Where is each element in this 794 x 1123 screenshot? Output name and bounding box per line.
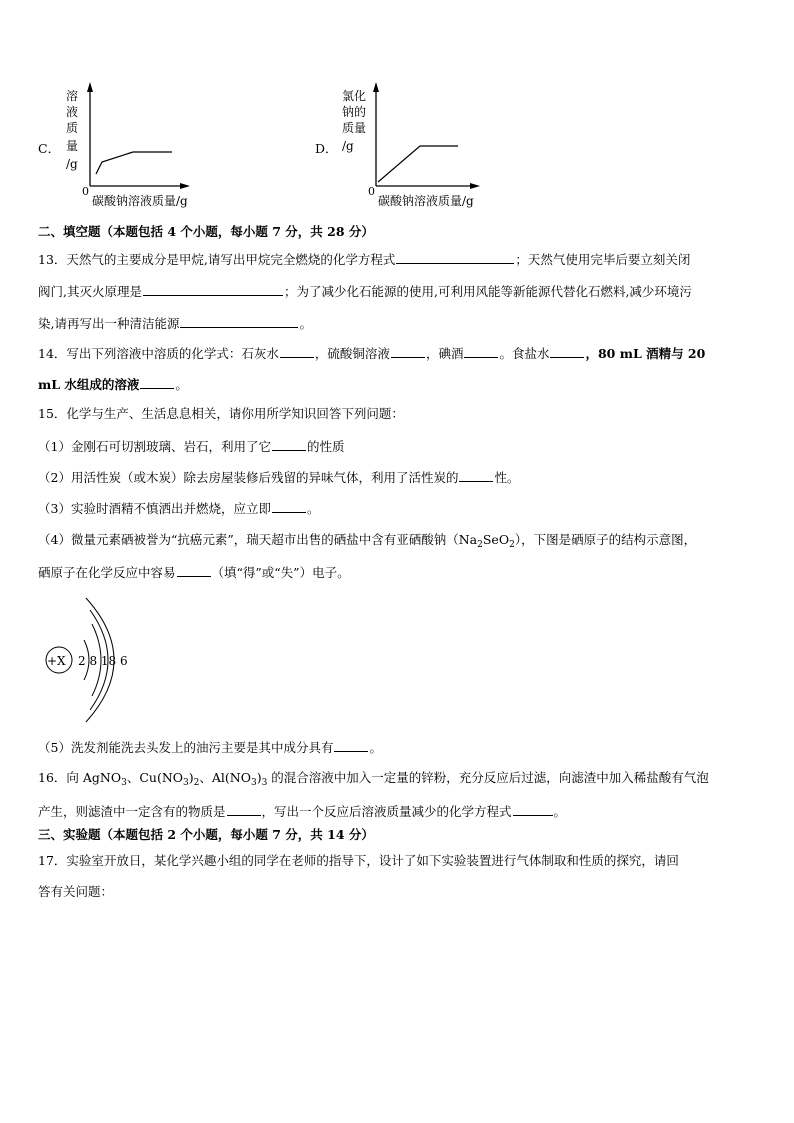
q17-line-2: 答有关问题：	[38, 884, 114, 899]
selenium-atom-diagram	[30, 590, 150, 730]
svg-text:量: 量	[66, 139, 79, 153]
q16-blank-1[interactable]	[227, 802, 261, 816]
q14-blank-4[interactable]	[550, 344, 584, 358]
q14-blank-5[interactable]	[140, 375, 174, 389]
option-c-label: C．	[38, 141, 61, 156]
q15-part-2: （2）用活性炭（或木炭）除去房屋装修后残留的异味气体，利用了活性炭的 性。	[38, 470, 520, 485]
svg-text:液: 液	[66, 105, 79, 119]
q16-line-1: 16．向 AgNO$_3$、$Cu(NO_3)_2$、$Al(NO_3)_3$ 的混合溶液中加入一定量的锌粉，充分反应后过滤，向滤渣中加入稀盐酸有气泡	[38, 770, 709, 788]
option-d-label: D．	[315, 141, 338, 156]
q13-line-1: 13．天然气的主要成分是甲烷,请写出甲烷完全燃烧的化学方程式 ；天然气使用完毕后要立刻关闭	[38, 252, 691, 267]
graph-d-curve	[378, 146, 458, 182]
svg-text:质: 质	[66, 121, 79, 135]
graph-d	[0, 0, 794, 230]
q14-blank-1[interactable]	[280, 344, 314, 358]
q13-blank-1[interactable]	[396, 250, 514, 264]
svg-text:质量: 质量	[342, 121, 367, 135]
q13-line-2: 阀门,其灭火原理是 ；为了减少化石能源的使用,可利用风能等新能源代替化石燃料,减少环境污	[38, 284, 692, 299]
graph-c-xlabel: 碳酸钠溶液质量/g	[92, 194, 188, 208]
svg-text:氯化: 氯化	[342, 89, 367, 103]
q15-part-4-line-2: 硒原子在化学反应中容易 （填“得”或“失”）电子。	[38, 565, 350, 580]
svg-text:溶: 溶	[66, 89, 79, 103]
q15-part-4-line-1: （4）微量元素硒被誉为“抗癌元素”，瑞天超市出售的硒盐中含有亚硒酸钠$(Na_2SeO_2)$，下图是硒原子的结构示意图，	[38, 532, 697, 550]
atom-nucleus-label: +X	[47, 654, 66, 668]
q16-line-2: 产生，则滤渣中一定含有的物质是 ，写出一个反应后溶液质量减少的化学方程式 。	[38, 804, 567, 819]
q17-line-1: 17．实验室开放日，某化学兴趣小组的同学在老师的指导下，设计了如下实验装置进行气体制取和性质的探究，请回	[38, 853, 679, 868]
atom-shell-electrons: 2 8 18 6	[78, 654, 128, 668]
q15-part-1: （1）金刚石可切割玻璃、岩石，利用了它 的性质	[38, 439, 345, 454]
q14-line-1: 14．写出下列溶液中溶质的化学式：石灰水 ，硫酸铜溶液 ，碘酒 。食盐水 ，80 mL 酒精与 20	[38, 346, 706, 361]
section-3-title: 三、实验题（本题包括 2 个小题，每小题 7 分，共 14 分）	[38, 827, 374, 842]
section-2-title: 二、填空题（本题包括 4 个小题，每小题 7 分，共 28 分）	[38, 224, 374, 239]
q15-part-5: （5）洗发剂能洗去头发上的油污主要是其中成分具有 。	[38, 740, 382, 755]
q15-part-3: （3）实验时酒精不慎洒出并燃烧，应立即 。	[38, 501, 320, 516]
svg-text:/g: /g	[66, 157, 78, 171]
graph-d-xlabel: 碳酸钠溶液质量/g	[378, 194, 474, 208]
graph-d-origin: 0	[368, 185, 375, 198]
graph-d-x-arrow	[470, 183, 480, 189]
graph-c-origin: 0	[82, 185, 89, 198]
graph-d-ylabel	[342, 89, 366, 153]
q14-line-2: mL 水组成的溶液 。	[38, 377, 188, 392]
q15-blank-1[interactable]	[272, 437, 306, 451]
q14-blank-2[interactable]	[391, 344, 425, 358]
q15-blank-2[interactable]	[459, 468, 493, 482]
q13-blank-3[interactable]	[180, 314, 298, 328]
q15-blank-4[interactable]	[177, 563, 211, 577]
q14-blank-3[interactable]	[464, 344, 498, 358]
q15-intro: 15．化学与生产、生活息息相关，请你用所学知识回答下列问题：	[38, 406, 404, 421]
graph-d-y-arrow	[373, 82, 379, 92]
svg-text:/g: /g	[342, 139, 354, 153]
q15-blank-5[interactable]	[334, 738, 368, 752]
q13-blank-2[interactable]	[143, 282, 283, 296]
q15-blank-3[interactable]	[272, 499, 306, 513]
q16-blank-2[interactable]	[513, 802, 553, 816]
svg-text:钠的: 钠的	[342, 105, 367, 119]
q13-line-3: 染,请再写出一种清洁能源 。	[38, 316, 312, 331]
